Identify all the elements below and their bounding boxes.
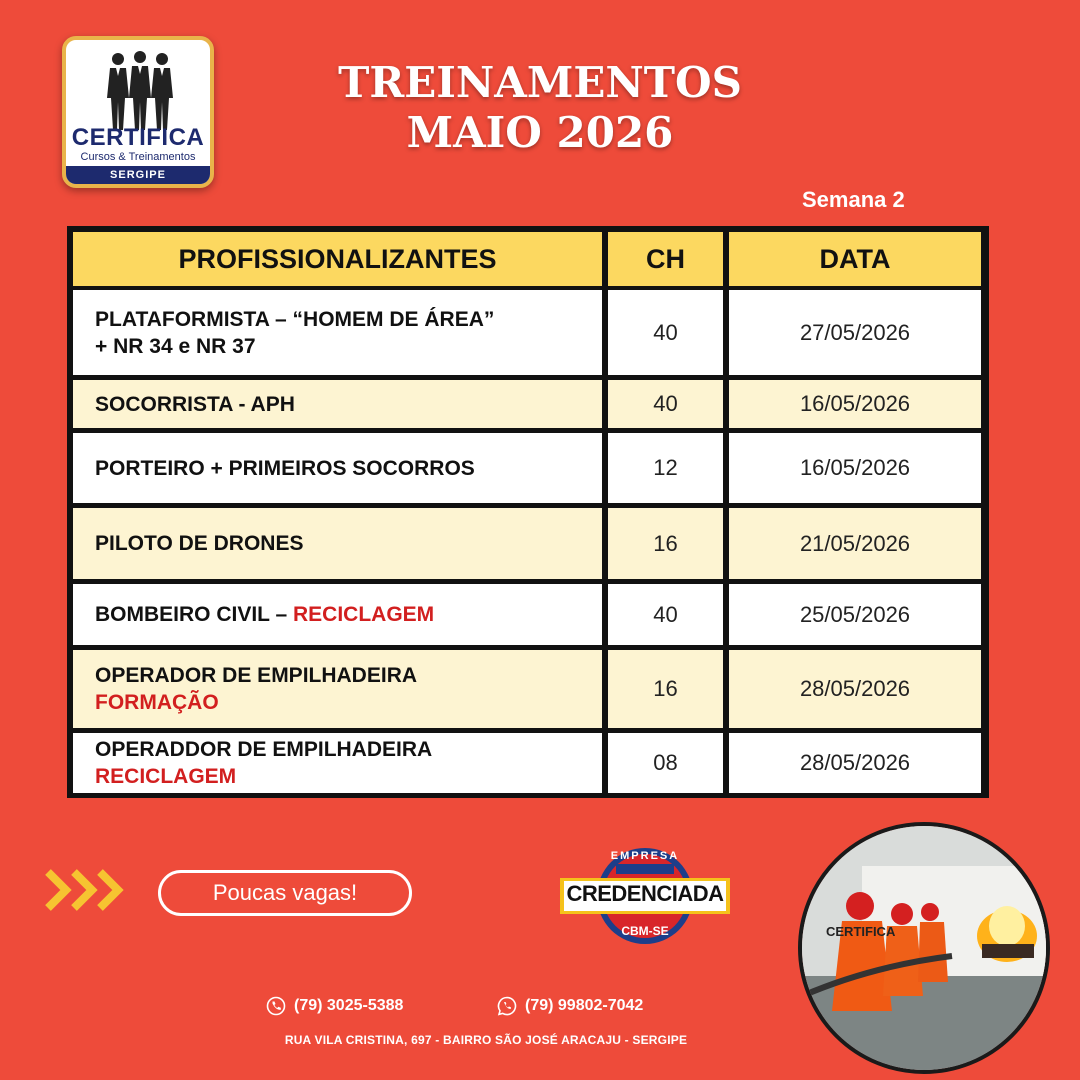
table-row-course — [73, 433, 602, 503]
phone-number: (79) 3025-5388 — [294, 997, 404, 1014]
table-row-course — [73, 733, 602, 793]
businesspeople-icon — [104, 50, 176, 132]
course-highlight: RECICLAGEM — [292, 603, 435, 626]
credenciada-badge — [556, 838, 734, 954]
course-name-line2: + NR 34 e NR 37 — [95, 334, 256, 358]
header-courses: PROFISSIONALIZANTES — [73, 232, 602, 286]
header-date: DATA — [729, 232, 981, 286]
table-cell-date: 25/05/2026 — [729, 584, 981, 645]
courses-table — [67, 226, 989, 798]
course-name: PLATAFORMISTA – “HOMEM DE ÁREA” — [95, 307, 495, 331]
course-name: SOCORRISTA - APH — [95, 392, 295, 416]
table-cell-ch: 40 — [608, 380, 723, 428]
week-label: Semana 2 — [802, 187, 905, 212]
table-cell-date: 16/05/2026 — [729, 380, 981, 428]
few-spots-button[interactable]: Poucas vagas! — [158, 870, 412, 916]
whatsapp-number: (79) 99802-7042 — [525, 997, 644, 1014]
badge-main-text: CREDENCIADA — [566, 881, 724, 906]
certifica-logo — [62, 36, 214, 188]
course-highlight: FORMAÇÃO — [95, 691, 219, 714]
table-cell-date: 27/05/2026 — [729, 290, 981, 375]
table-row-course — [73, 290, 602, 375]
table-cell-ch: 16 — [608, 650, 723, 728]
course-name: PORTEIRO + PRIMEIROS SOCORROS — [95, 456, 475, 480]
table-cell-date: 16/05/2026 — [729, 433, 981, 503]
page-title-line1: TREINAMENTOS — [338, 58, 742, 107]
table-cell-ch: 40 — [608, 290, 723, 375]
badge-top-text: EMPRESA — [610, 850, 680, 862]
table-row-course — [73, 584, 602, 645]
logo-region: SERGIPE — [66, 166, 210, 184]
table-cell-date: 28/05/2026 — [729, 733, 981, 793]
table-cell-ch: 12 — [608, 433, 723, 503]
course-name: OPERADOR DE EMPILHADEIRA — [95, 664, 418, 687]
course-name: PILOTO DE DRONES — [95, 532, 304, 555]
logo-subtitle: Cursos & Treinamentos — [80, 151, 196, 163]
table-cell-date: 28/05/2026 — [729, 650, 981, 728]
course-highlight: RECICLAGEM — [95, 765, 237, 788]
page-title-line2: MAIO 2026 — [406, 108, 674, 157]
phone-icon — [266, 996, 286, 1016]
logo-name: CERTIFICA — [71, 124, 205, 151]
whatsapp-icon — [497, 996, 517, 1016]
phone-contact[interactable] — [266, 996, 403, 1016]
table-cell-ch: 16 — [608, 508, 723, 579]
table-row-course — [73, 508, 602, 579]
table-cell-ch: 40 — [608, 584, 723, 645]
badge-bottom-text: CBM-SE — [621, 924, 669, 938]
table-cell-ch: 08 — [608, 733, 723, 793]
photo-vest-text: CERTIFICA — [826, 924, 896, 939]
course-name: BOMBEIRO CIVIL – — [95, 603, 293, 626]
triple-chevron-icon — [44, 866, 134, 914]
table-row-course — [73, 380, 602, 428]
table-cell-date: 21/05/2026 — [729, 508, 981, 579]
header-ch: CH — [608, 232, 723, 286]
table-row-course — [73, 650, 602, 728]
address-text: RUA VILA CRISTINA, 697 - BAIRRO SÃO JOSÉ ARACAJU - SERGIPE — [284, 1033, 688, 1047]
whatsapp-contact[interactable] — [497, 996, 643, 1016]
course-name: OPERADDOR DE EMPILHADEIRA — [95, 738, 433, 761]
